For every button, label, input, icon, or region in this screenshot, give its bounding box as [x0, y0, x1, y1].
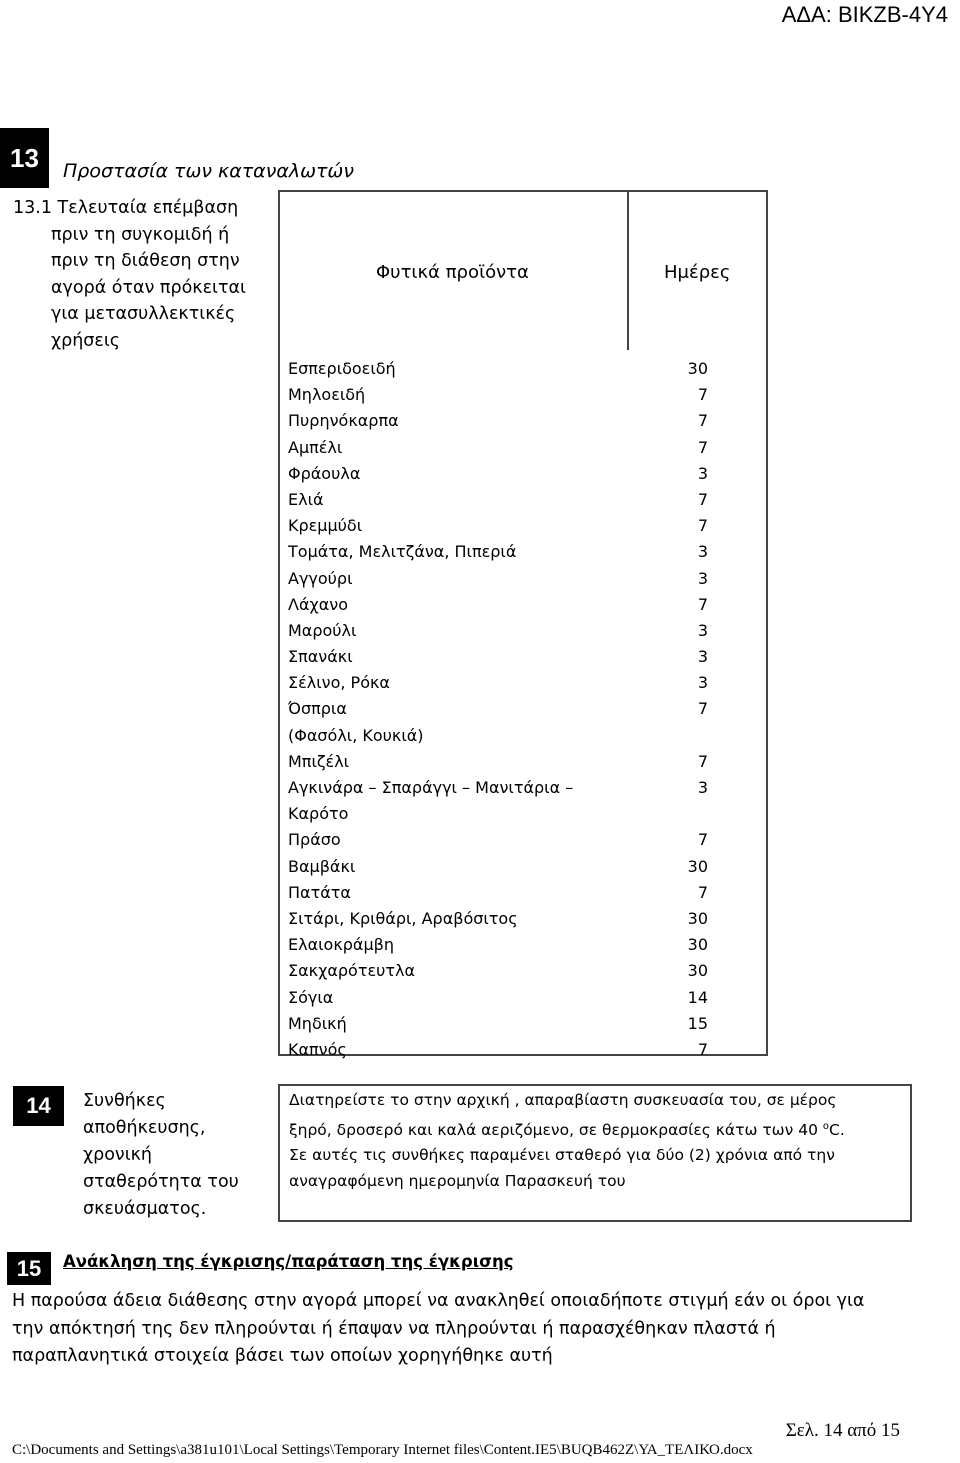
sub-line: πριν τη συγκομιδή ή	[51, 224, 230, 245]
crop-cell	[288, 644, 353, 670]
crop-cell	[288, 670, 390, 696]
table-row	[288, 958, 708, 984]
days-cell: 7	[697, 699, 708, 719]
table-row	[288, 618, 708, 644]
crop-name: Όσπρια	[288, 699, 347, 719]
text-line: την απόκτησή της δεν πληρούνται ή έπαψαν να πληρούνται ή παρασχέθηκαν πλαστά ή	[12, 1318, 776, 1339]
label-line: χρονική	[83, 1145, 153, 1165]
storage-conditions-text	[289, 1088, 889, 1194]
days-cell: 30	[687, 935, 708, 955]
days-cell: 30	[687, 359, 708, 378]
days-cell: 14	[687, 987, 708, 1007]
crop-cell	[288, 1037, 347, 1063]
label-line: σταθερότητα του	[83, 1172, 239, 1192]
days-cell: 7	[697, 830, 708, 850]
text-line: αναγραφόμενη ημερομηνία Παρασκευή του	[289, 1171, 626, 1190]
days-cell: 3	[697, 778, 708, 798]
crop-name: Αγγούρι	[288, 568, 353, 588]
section-number-14: 14	[13, 1086, 64, 1126]
text-fragment: C.	[829, 1120, 845, 1139]
crop-cell	[288, 985, 333, 1011]
crop-name: Πυρηνόκαρπα	[288, 411, 399, 431]
crop-cell	[288, 958, 415, 984]
crop-cell	[288, 356, 396, 382]
crop-name: Λάχανο	[288, 594, 349, 614]
table-row	[288, 539, 708, 565]
crop-cell	[288, 566, 353, 592]
days-cell: 7	[697, 437, 708, 457]
days-cell: 3	[697, 568, 708, 588]
table-row	[288, 1037, 708, 1063]
text-line: Η παρούσα άδεια διάθεσης στην αγορά μπορεί να ανακληθεί οποιαδήποτε στιγμή εάν οι όροι για	[12, 1291, 865, 1311]
crop-cell	[288, 854, 355, 880]
table-row	[288, 696, 708, 748]
crop-name: Κρεμμύδι	[288, 516, 363, 536]
text-line	[289, 1114, 889, 1144]
days-cell: 7	[697, 1039, 708, 1059]
section-15-text	[12, 1288, 947, 1371]
days-cell: 7	[697, 385, 708, 405]
crop-cell	[288, 1011, 347, 1037]
crop-name: Εσπεριδοειδή	[288, 359, 396, 378]
sub-line: χρήσεις	[51, 330, 121, 351]
days-cell: 30	[687, 856, 708, 876]
table-row	[288, 906, 708, 932]
sub-line: 13.1 Τελευταία επέμβαση	[13, 198, 239, 218]
table-row	[288, 670, 708, 696]
table-row	[288, 880, 708, 906]
table-row	[288, 487, 708, 513]
crop-name: Τομάτα, Μελιτζάνα, Πιπεριά	[288, 542, 517, 562]
table-row	[288, 985, 708, 1011]
days-cell: 3	[697, 647, 708, 667]
table-row	[288, 644, 708, 670]
table-row	[288, 566, 708, 592]
crop-name: Σέλινο, Ρόκα	[288, 673, 390, 693]
days-cell: 7	[697, 751, 708, 771]
degree-superscript: o	[822, 1120, 830, 1132]
crop-name: Μπιζέλι	[288, 751, 350, 771]
crop-name: Σπανάκι	[288, 647, 353, 667]
label-line: αποθήκευσης,	[83, 1118, 206, 1138]
table-row	[288, 461, 708, 487]
text-line: Διατηρείστε το στην αρχική , απαραβίαστη συσκευασία του, σε μέρος	[289, 1091, 837, 1109]
crop-name: Βαμβάκι	[288, 856, 356, 876]
table-row	[288, 356, 708, 382]
section-15-title: Ανάκληση της έγκρισης/παράταση της έγκρισης	[63, 1252, 514, 1271]
table-row	[288, 1011, 708, 1037]
section-13-title: Προστασία των καταναλωτών	[63, 160, 354, 182]
section-13-1-label	[13, 195, 273, 354]
column-header-days: Ημέρες	[664, 262, 731, 283]
crop-cell	[288, 461, 360, 487]
section-number-13: 13	[0, 128, 49, 188]
table-row	[288, 775, 708, 827]
crop-name: Μηδική	[288, 1013, 347, 1033]
crop-name: Φράουλα	[288, 463, 361, 483]
table-row	[288, 592, 708, 618]
days-cell: 3	[697, 463, 708, 483]
days-cell: 7	[697, 489, 708, 509]
days-cell: 3	[697, 542, 708, 562]
days-cell: 3	[697, 620, 708, 640]
crop-cell	[288, 435, 342, 461]
crop-cell	[288, 696, 598, 748]
section-number-15: 15	[7, 1252, 51, 1285]
phi-table-rows	[288, 356, 708, 1063]
days-cell: 7	[697, 516, 708, 536]
table-column-divider	[627, 190, 629, 350]
crop-name: Καπνός	[288, 1039, 347, 1059]
table-row	[288, 749, 708, 775]
label-line: σκευάσματος.	[83, 1199, 207, 1219]
crop-cell	[288, 408, 399, 434]
crop-name: Ελιά	[288, 489, 324, 509]
sub-line: πριν τη διάθεση στην	[51, 251, 240, 271]
crop-cell	[288, 932, 394, 958]
text-line: παραπλανητικά στοιχεία βάσει των οποίων χορηγήθηκε αυτή	[12, 1346, 553, 1366]
crop-name-line2: (Φασόλι, Κουκιά)	[288, 725, 424, 745]
crop-name: Αμπέλι	[288, 437, 343, 457]
days-cell: 7	[697, 411, 708, 431]
table-row	[288, 408, 708, 434]
days-cell: 7	[697, 882, 708, 902]
crop-name: Σιτάρι, Κριθάρι, Αραβόσιτος	[288, 908, 518, 928]
crop-name: Μηλοειδή	[288, 385, 366, 405]
table-row	[288, 827, 708, 853]
crop-cell	[288, 487, 324, 513]
crop-name: Πράσο	[288, 830, 341, 850]
text-fragment: ξηρό, δροσερό και καλά αεριζόμενο, σε θερμοκρασίες κάτω των 40	[289, 1120, 823, 1139]
table-row	[288, 382, 708, 408]
text-line: Σε αυτές τις συνθήκες παραμένει σταθερό για δύο (2) χρόνια από την	[289, 1146, 835, 1165]
crop-name: Σόγια	[288, 987, 334, 1007]
crop-name: Αγκινάρα – Σπαράγγι – Μανιτάρια –	[288, 778, 574, 798]
crop-cell	[288, 618, 356, 644]
crop-cell	[288, 880, 351, 906]
crop-cell	[288, 775, 598, 827]
crop-cell	[288, 592, 348, 618]
days-cell: 7	[697, 594, 708, 614]
crop-cell	[288, 513, 362, 539]
label-line: Συνθήκες	[83, 1091, 166, 1111]
days-cell: 30	[687, 961, 708, 981]
crop-cell	[288, 382, 365, 408]
days-cell: 3	[697, 673, 708, 693]
ada-code: ΑΔΑ: ΒΙΚΖΒ-4Υ4	[781, 2, 948, 27]
sub-line: για μετασυλλεκτικές	[51, 304, 236, 324]
crop-name: Πατάτα	[288, 882, 351, 902]
page-number: Σελ. 14 από 15	[785, 1420, 900, 1441]
crop-cell	[288, 906, 518, 932]
crop-cell	[288, 827, 341, 853]
column-header-crops: Φυτικά προϊόντα	[376, 262, 529, 283]
file-path: C:\Documents and Settings\a381u101\Local Settings\Temporary Internet files\Content.IE5\BUQB462Z\ΥΑ_ΤΕΛΙΚΟ.docx	[12, 1442, 753, 1458]
table-row	[288, 854, 708, 880]
sub-line: αγορά όταν πρόκειται	[51, 277, 246, 298]
days-cell: 15	[687, 1013, 708, 1033]
crop-name: Σακχαρότευτλα	[288, 961, 416, 981]
crop-name: Ελαιοκράμβη	[288, 935, 394, 955]
table-row	[288, 435, 708, 461]
days-cell: 30	[687, 908, 708, 928]
table-row	[288, 932, 708, 958]
crop-cell	[288, 749, 349, 775]
storage-conditions-label	[83, 1088, 253, 1223]
crop-cell	[288, 539, 516, 565]
crop-name-line2: Καρότο	[288, 804, 349, 824]
table-row	[288, 513, 708, 539]
crop-name: Μαρούλι	[288, 620, 357, 640]
